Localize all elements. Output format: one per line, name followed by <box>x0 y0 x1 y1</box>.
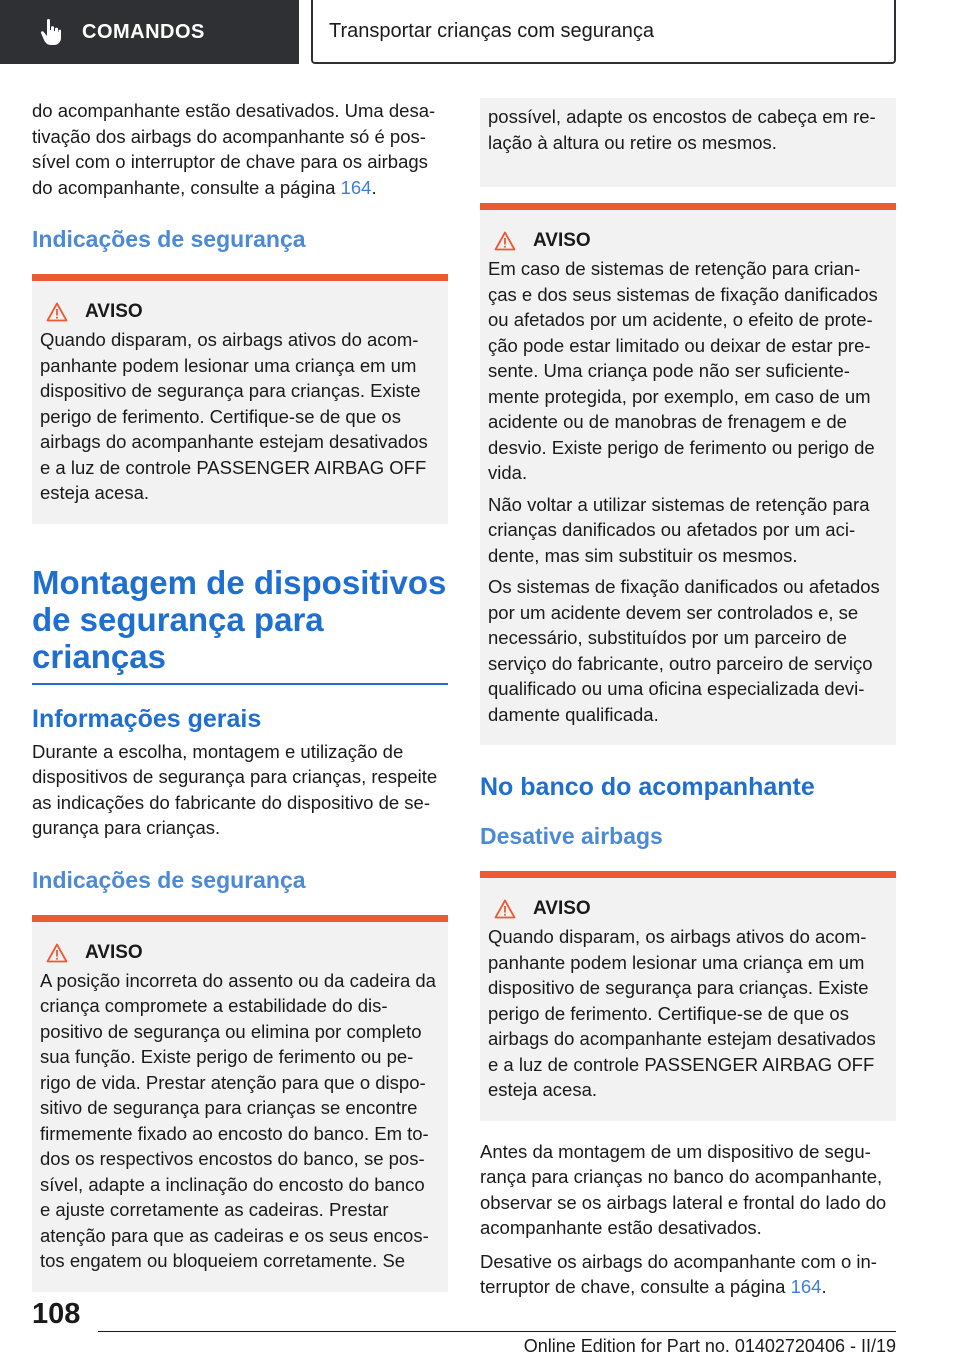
deactivate-airbags-heading: Desative airbags <box>480 823 663 849</box>
footer-divider <box>98 1331 896 1332</box>
warning-box <box>480 203 896 745</box>
page-number: 108 <box>32 1298 81 1330</box>
warning-continuation <box>480 98 896 187</box>
warning-label: AVISO <box>85 301 143 322</box>
warning-label: AVISO <box>85 941 143 963</box>
general-info-heading: Informações gerais <box>32 704 262 733</box>
intro-paragraph: do acompanhante estão desativados. Uma desa‐tivação dos airbags do acompanhante só é pos‐sível com o interruptor de chave para os airbags do acompanhante, consulte a página 164. <box>32 100 436 198</box>
chapter-heading: Montagem de dispositivos de segurança para crianças <box>32 564 448 685</box>
general-info-paragraph: Durante a escolha, montagem e utilização de dispositivos de segurança para crianças, respeite as indicações do fabricante do dispositivo de se‐gurança para crianças. <box>32 740 438 838</box>
passenger-seat-heading: No banco do acompanhante <box>480 773 815 801</box>
warning-box <box>480 871 896 1121</box>
warning-text: Quando disparam, os airbags ativos do acom‐panhante podem lesionar uma criança em um dispositivo de segurança para crianças. Existe perigo de ferimento. Certifique-se de que os airbags do acompanhante estejam desativados e a luz de controle PASSENGER AIRBAG OFF esteja acesa. <box>40 329 428 503</box>
hand-pointer-icon <box>40 18 62 46</box>
left-column <box>32 98 448 1310</box>
right-column <box>480 98 896 1308</box>
warning-text: possível, adapte os encostos de cabeça em re‐lação à altura ou retire os mesmos. <box>488 106 876 153</box>
chapter-tab <box>311 0 896 64</box>
safety-heading: Indicações de segurança <box>32 226 306 252</box>
before-mounting-paragraph: Antes da montagem de um dispositivo de segu‐rança para crianças no banco do acompanhante, observar se os airbags lateral e frontal do lado do acompanhante estão desativados. <box>480 1140 887 1238</box>
edition-note: Online Edition for Part no. 01402720406 - II/19 <box>523 1336 896 1356</box>
safety-heading: Indicações de segurança <box>32 866 306 893</box>
warning-triangle-icon <box>494 899 516 919</box>
warning-text: A posição incorreta do assento ou da cadeira da criança compromete a estabilidade do dis‐positivo de segurança ou elimina por completo sua função. Existe perigo de ferimento ou pe‐rigo de vida. Prestar atenção para que o dispo‐sitivo de segurança para crianças se encontre firmemente fixado ao encosto do banco. Em to‐dos os respectivos encostos do banco, se pos‐sível, adapte a inclinação do encosto do banco e ajuste corretamente as cadeiras. Prestar atenção para que as cadeiras e os seus encos‐tos engatem ou bloqueiem corretamente. Se <box>40 969 436 1271</box>
warning-box <box>32 915 448 1292</box>
warning-triangle-icon <box>494 231 516 251</box>
warning-text: Em caso de sistemas de retenção para crian‐ças e dos seus sistemas de fixação danificados ou afetados por um acidente, o efeito de prote‐ção pode estar limitado ou deixar de estar pre‐sente. Uma criança pode não ser suficiente‐mente protegida, por exemplo, em caso de um acidente ou de manobras de frenagem e de desvio. Existe perigo de ferimento ou perigo de vida. <box>488 258 878 483</box>
warning-box <box>32 274 448 524</box>
section-tab <box>0 0 299 64</box>
warning-text: Os sistemas de fixação danificados ou afetados por um acidente devem ser controlados e, se necessário, substituídos por um parceiro de serviço do fabricante, outro parceiro de serviço qualificado ou uma oficina especializada devi‐damente qualificada. <box>488 576 880 725</box>
page-link[interactable]: 164 <box>790 1276 822 1297</box>
warning-text: Não voltar a utilizar sistemas de retenção para crianças danificados ou afetados por um aci‐dente, mas sim substituir os mesmos. <box>488 493 870 566</box>
page-header <box>0 0 960 66</box>
deactivate-paragraph: Desative os airbags do acompanhante com o in‐terruptor de chave, consulte a página 164. <box>480 1250 877 1297</box>
warning-triangle-icon <box>46 943 68 963</box>
warning-text: Quando disparam, os airbags ativos do acom‐panhante podem lesionar uma criança em um dispositivo de segurança para crianças. Existe perigo de ferimento. Certifique-se de que os airbags do acompanhante estejam desativados e a luz de controle PASSENGER AIRBAG OFF esteja acesa. <box>488 926 876 1100</box>
chapter-title: Transportar crianças com segurança <box>329 19 654 42</box>
warning-label: AVISO <box>533 230 591 251</box>
warning-triangle-icon <box>46 302 68 322</box>
warning-label: AVISO <box>533 898 591 919</box>
page-link[interactable]: 164 <box>340 176 372 198</box>
section-name: COMANDOS <box>82 20 205 43</box>
